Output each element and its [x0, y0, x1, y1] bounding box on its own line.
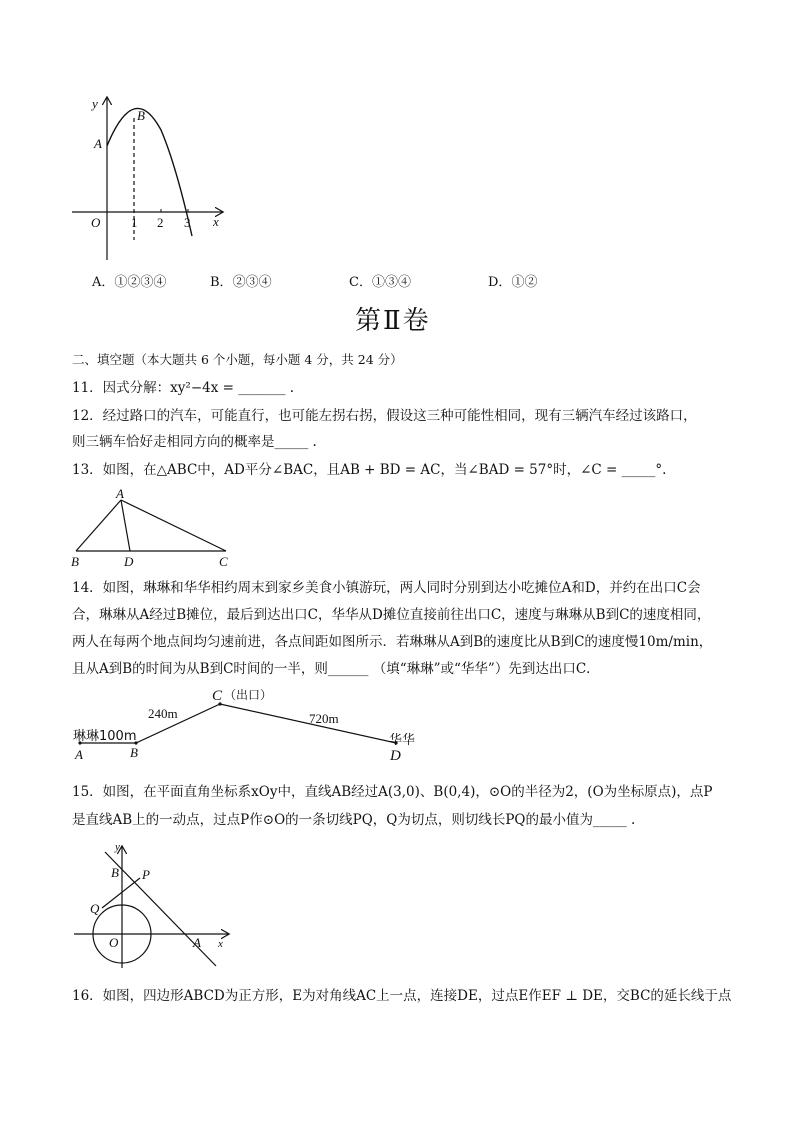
tri-label-a: A — [116, 486, 124, 501]
fig15-b-label: B — [111, 865, 119, 880]
route-linlin-label: 琳琳100m — [73, 729, 137, 744]
fig15-p-label: P — [142, 867, 150, 882]
route-label-c: C — [212, 688, 223, 704]
question-13: 13．如图，在△ABC中，AD平分∠BAC，且AB + BD = AC，当∠BAD = 57°时，∠C = _____°. — [72, 462, 667, 478]
option-a-letter: A． — [92, 275, 115, 290]
tick-2: 2 — [157, 215, 164, 230]
question-14-line-1: 14．如图，琳琳和华华相约周末到家乡美食小镇游玩，两人同时分别到达小吃摊位A和D，并约在出口C会 — [72, 580, 701, 596]
tri-label-d: D — [124, 554, 134, 569]
option-b-letter: B． — [210, 275, 233, 290]
option-d-letter: D． — [488, 275, 512, 290]
option-d-text: ①② — [511, 275, 538, 290]
route-bc-distance: 240m — [148, 706, 178, 721]
question-11: 11．因式分解：xy²−4x = _______ . — [72, 380, 295, 396]
question-14-line-4: 且从A到B的时间为从B到C时间的一半，则______ （填“琳琳”或“华华”）先到达出口C． — [72, 661, 600, 677]
route-label-b: B — [130, 745, 138, 760]
fig15-y-label: y — [115, 841, 120, 853]
tick-1: 1 — [131, 215, 138, 230]
volume-title: 第Ⅱ卷 — [355, 306, 431, 336]
section-heading: 二、填空题（本大题共 6 个小题，每小题 4 分，共 24 分） — [72, 352, 403, 367]
fig15-a-label: A — [193, 935, 201, 950]
question-15-line-1: 15．如图，在平面直角坐标系xOy中，直线AB经过A(3,0)、B(0,4)，⊙O的半径为2，(O为坐标原点)，点P — [72, 784, 713, 800]
tick-3: 3 — [184, 215, 191, 230]
option-b-text: ②③④ — [232, 275, 272, 290]
option-a-text: ①②③④ — [114, 275, 167, 290]
question-12-line-1: 12．经过路口的汽车，可能直行，也可能左拐右拐，假设这三种可能性相同，现有三辆汽车经过该路口， — [72, 408, 697, 424]
question-15-line-2: 是直线AB上的一动点，过点P作⊙O的一条切线PQ，Q为切点，则切线长PQ的最小值为_____ . — [72, 812, 636, 828]
fig15-x-label: x — [218, 938, 223, 950]
route-exit-label: （出口） — [224, 688, 273, 702]
route-cd-distance: 720m — [309, 711, 339, 726]
question-14-line-3: 两人在每两个地点间均匀速前进，各点间距如图所示．若琳琳从A到B的速度比从B到C的速度慢10m/min， — [72, 634, 713, 650]
point-b-label: B — [137, 108, 145, 123]
option-c-text: ①③④ — [371, 275, 411, 290]
route-label-d: D — [390, 748, 401, 764]
option-c-letter: C． — [349, 275, 372, 290]
question-16: 16．如图，四边形ABCD为正方形，E为对角线AC上一点，连接DE，过点E作EF ⊥ DE，交BC的延长线于点 — [72, 988, 732, 1004]
question-12-line-2: 则三辆车恰好走相同方向的概率是_____ . — [72, 434, 317, 450]
origin-label: O — [91, 215, 101, 230]
tri-label-c: C — [219, 554, 228, 569]
point-a-label: A — [94, 136, 102, 151]
tri-label-b: B — [71, 554, 79, 569]
tangent-pq — [102, 878, 140, 908]
y-axis-label: y — [92, 96, 98, 111]
fig15-q-label: Q — [90, 901, 100, 916]
route-label-a: A — [75, 747, 83, 762]
route-huahua-label: 华华 — [389, 733, 416, 748]
question-14-line-2: 合，琳琳从A经过B摊位，最后到达出口C，华华从D摊位直接前往出口C，速度与琳琳从B到C的速度相同， — [72, 607, 711, 623]
x-axis-label: x — [213, 214, 219, 229]
fig15-o-label: O — [109, 935, 119, 950]
